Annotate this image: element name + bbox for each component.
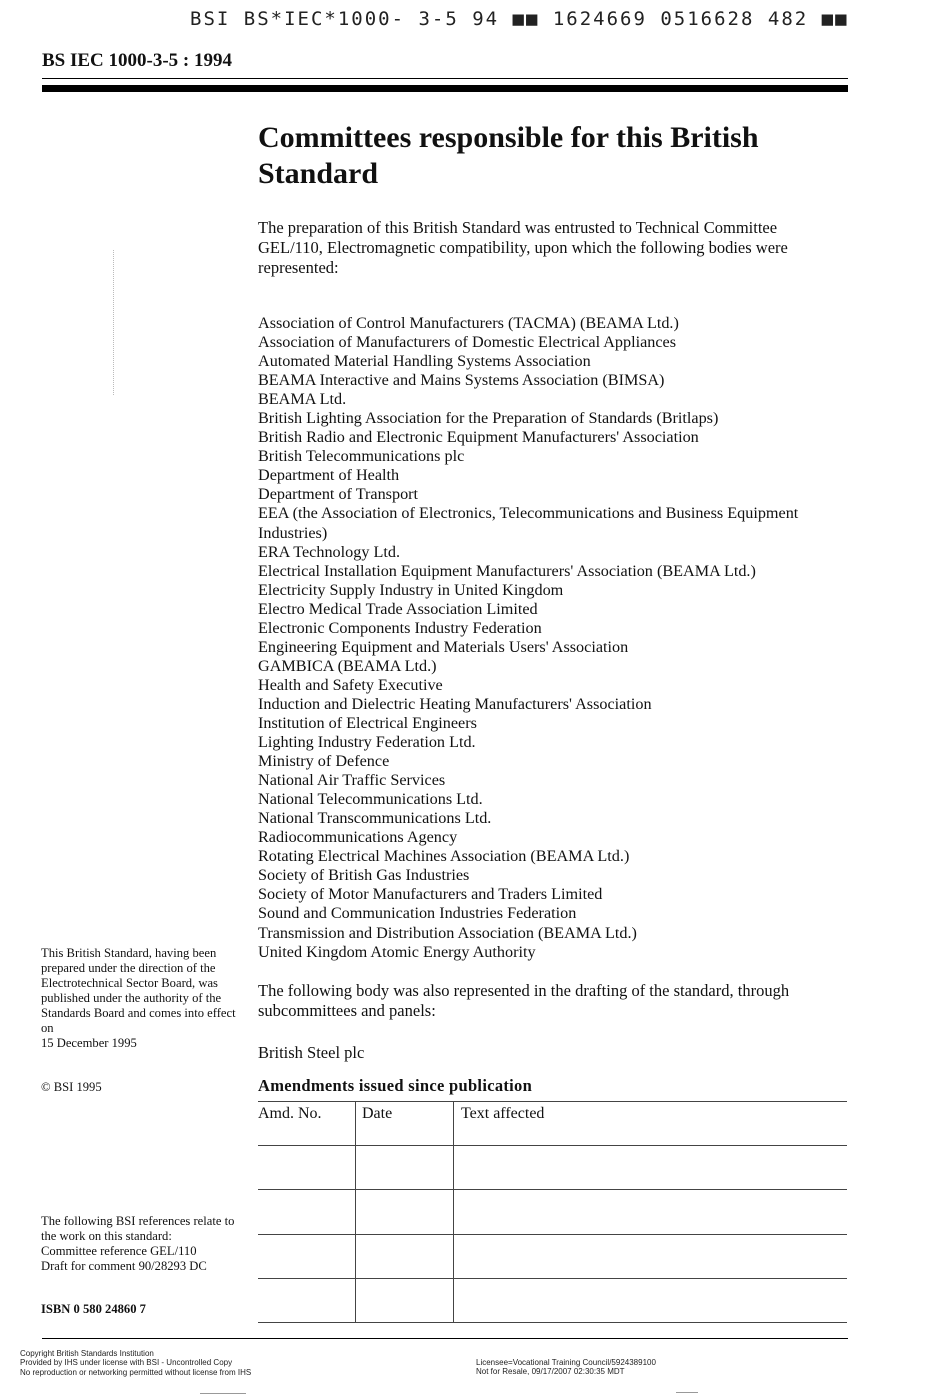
list-item: National Telecommunications Ltd. bbox=[258, 790, 483, 809]
isbn: ISBN 0 580 24860 7 bbox=[41, 1302, 146, 1316]
intro-paragraph: The preparation of this British Standard was entrusted to Technical Committee GEL/110, Electromagnetic compatibility, upon which the following bodies were represented: bbox=[258, 218, 788, 277]
table-rule bbox=[258, 1322, 847, 1323]
list-item: Induction and Dielectric Heating Manufacturers' Association bbox=[258, 694, 652, 713]
list-item: BEAMA Interactive and Mains Systems Association (BIMSA) bbox=[258, 371, 665, 390]
table-column-divider bbox=[355, 1101, 356, 1323]
column-header-amd-no: Amd. No. bbox=[258, 1105, 322, 1122]
list-item: Department of Health bbox=[258, 466, 400, 485]
list-item: Society of Motor Manufacturers and Traders Limited bbox=[258, 885, 603, 904]
page-title: Committees responsible for this British Standard bbox=[258, 121, 759, 190]
footer-line: Licensee=Vocational Training Council/5924389100 bbox=[476, 1358, 656, 1367]
footer-rule bbox=[42, 1338, 848, 1339]
committee-reference: Committee reference GEL/110 bbox=[41, 1244, 197, 1258]
list-item: Ministry of Defence bbox=[258, 752, 390, 771]
list-item: Sound and Communication Industries Federation bbox=[258, 904, 577, 923]
column-header-text-affected: Text affected bbox=[461, 1105, 545, 1122]
list-item: Association of Manufacturers of Domestic Electrical Appliances bbox=[258, 333, 677, 352]
footer-line: Provided by IHS under license with BSI - Uncontrolled Copy bbox=[20, 1358, 233, 1368]
list-item: Electricity Supply Industry in United Kingdom bbox=[258, 580, 564, 599]
list-item: Engineering Equipment and Materials Users' Association bbox=[258, 637, 629, 656]
footer-license-left bbox=[20, 1349, 251, 1377]
list-item: EEA (the Association of Electronics, Telecommunications and Business Equipment Industries) bbox=[258, 504, 799, 542]
table-rule bbox=[258, 1278, 847, 1279]
footer-line: Not for Resale, 09/17/2007 02:30:35 MDT bbox=[476, 1367, 625, 1377]
table-rule bbox=[258, 1234, 847, 1235]
list-item: Automated Material Handling Systems Association bbox=[258, 352, 591, 371]
footer-license-right bbox=[476, 1358, 656, 1377]
column-header-date: Date bbox=[362, 1105, 393, 1122]
list-item: Society of British Gas Industries bbox=[258, 866, 470, 885]
list-item: British Telecommunications plc bbox=[258, 447, 465, 466]
scan-header-barcode: BSI BS*IEC*1000- 3-5 94 ■■ 1624669 0516628 482 ■■ bbox=[190, 8, 849, 30]
list-item: United Kingdom Atomic Energy Authority bbox=[258, 942, 536, 961]
list-item: Radiocommunications Agency bbox=[258, 828, 458, 847]
publication-note-text: This British Standard, having been prepared under the direction of the Electrotechnical Sector Board, was published under the authority of the Standards Board and comes into effect on bbox=[41, 946, 236, 1035]
list-item: BEAMA Ltd. bbox=[258, 390, 347, 409]
list-item: Institution of Electrical Engineers bbox=[258, 713, 477, 732]
also-represented-paragraph: The following body was also represented in the drafting of the standard, through subcommittees and panels: bbox=[258, 981, 790, 1020]
list-item: ERA Technology Ltd. bbox=[258, 542, 400, 561]
draft-reference: Draft for comment 90/28293 DC bbox=[41, 1259, 207, 1273]
amendments-table bbox=[258, 1101, 847, 1323]
footer-line: Copyright British Standards Institution bbox=[20, 1349, 154, 1358]
scan-artifact bbox=[676, 1392, 698, 1393]
header-rule-thin bbox=[42, 78, 848, 79]
list-item: National Air Traffic Services bbox=[258, 771, 446, 790]
list-item: Association of Control Manufacturers (TACMA) (BEAMA Ltd.) bbox=[258, 314, 679, 332]
table-column-divider bbox=[453, 1101, 454, 1323]
list-item: Lighting Industry Federation Ltd. bbox=[258, 733, 476, 752]
margin-scan-artifact bbox=[113, 250, 115, 395]
list-item: Department of Transport bbox=[258, 485, 419, 504]
list-item: Electronic Components Industry Federation bbox=[258, 618, 542, 637]
table-rule bbox=[258, 1189, 847, 1190]
list-item: Health and Safety Executive bbox=[258, 675, 443, 694]
list-item: Rotating Electrical Machines Association (BEAMA Ltd.) bbox=[258, 847, 630, 866]
publication-note bbox=[41, 946, 236, 1051]
list-item: GAMBICA (BEAMA Ltd.) bbox=[258, 656, 437, 675]
references-intro: The following BSI references relate to the work on this standard: bbox=[41, 1214, 235, 1243]
scan-artifact bbox=[200, 1393, 246, 1394]
also-represented-body: British Steel plc bbox=[258, 1043, 365, 1062]
table-rule bbox=[258, 1145, 847, 1146]
list-item: Transmission and Distribution Association (BEAMA Ltd.) bbox=[258, 923, 637, 942]
list-item: Electro Medical Trade Association Limited bbox=[258, 599, 538, 618]
list-item: British Lighting Association for the Preparation of Standards (Britlaps) bbox=[258, 409, 719, 428]
footer-line: No reproduction or networking permitted without license from IHS bbox=[20, 1367, 252, 1377]
document-id: BS IEC 1000-3-5 : 1994 bbox=[42, 50, 233, 71]
amendments-title: Amendments issued since publication bbox=[258, 1076, 533, 1095]
list-item: Electrical Installation Equipment Manufacturers' Association (BEAMA Ltd.) bbox=[258, 561, 756, 580]
represented-bodies-list bbox=[258, 314, 853, 962]
bsi-references bbox=[41, 1214, 236, 1274]
table-rule bbox=[258, 1101, 847, 1102]
effective-date: 15 December 1995 bbox=[41, 1036, 137, 1050]
list-item: National Transcommunications Ltd. bbox=[258, 809, 492, 828]
header-rule-thick bbox=[42, 85, 848, 92]
list-item: British Radio and Electronic Equipment Manufacturers' Association bbox=[258, 428, 699, 447]
copyright-notice: © BSI 1995 bbox=[41, 1080, 102, 1094]
